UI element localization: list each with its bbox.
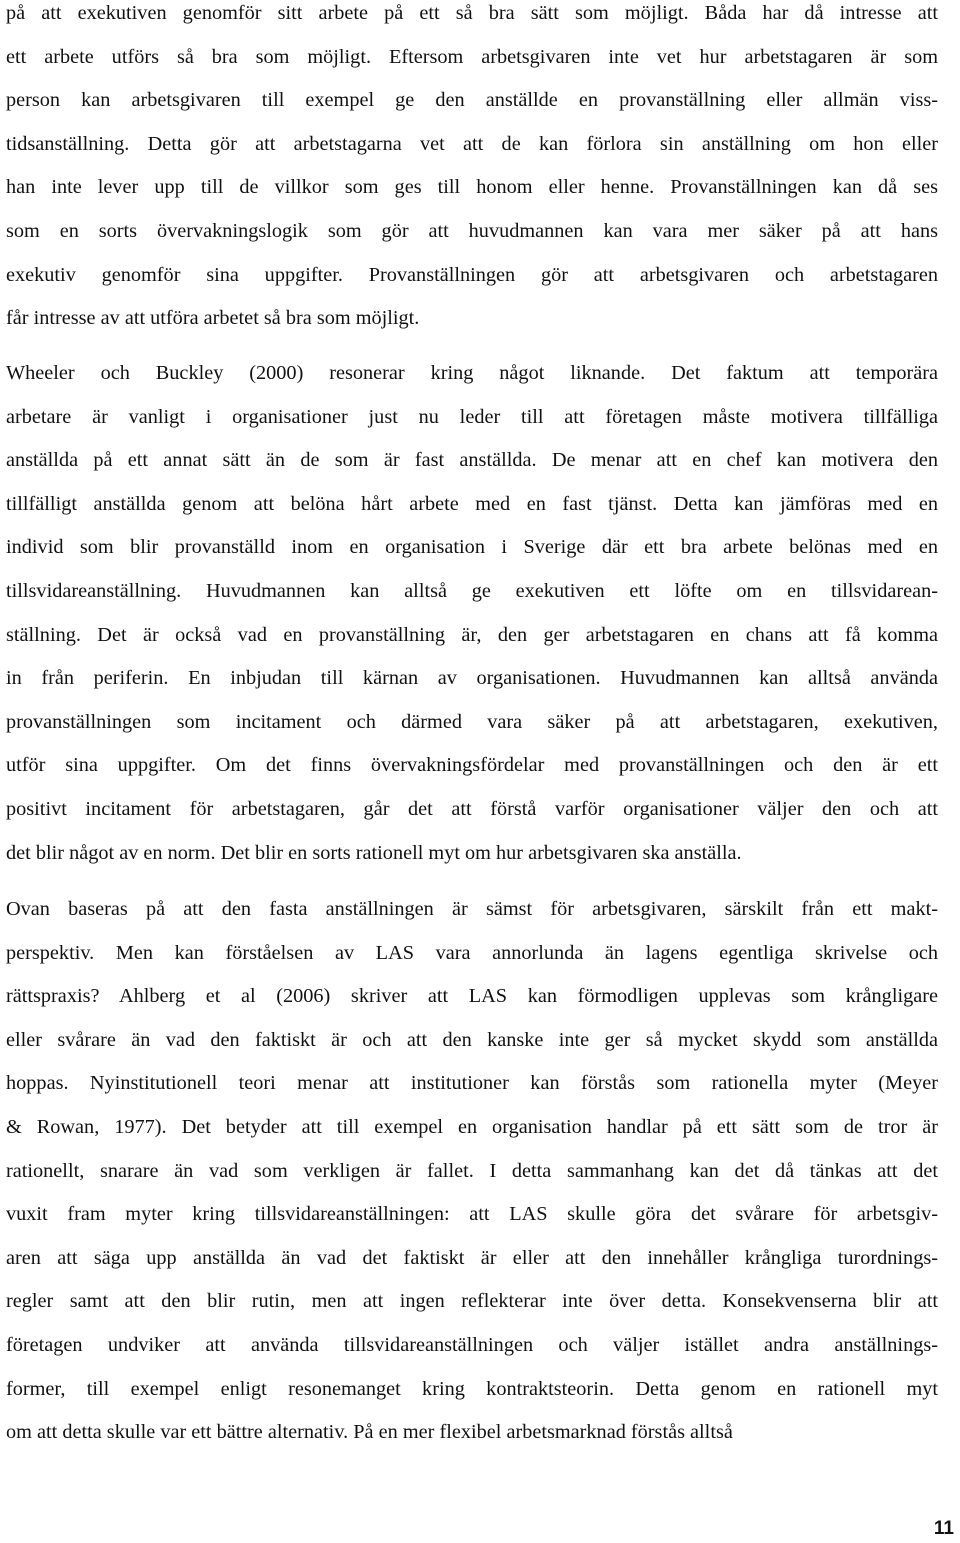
text-line: tillfälligt anställda genom att belöna hårt arbete med en fast tjänst. Detta kan jämföras med en: [6, 492, 938, 515]
text-line: rättspraxis? Ahlberg et al (2006) skriver att LAS kan förmodligen upplevas som krångligare: [6, 985, 938, 1008]
text-line: hoppas. Nyinstitutionell teori menar att institutioner kan förstås som rationella myter (Meyer: [6, 1072, 938, 1095]
text-line: regler samt att den blir rutin, men att ingen reflekterar inte över detta. Konsekvenserna blir att: [6, 1290, 938, 1313]
text-line: det blir något av en norm. Det blir en sorts rationell myt om hur arbetsgivaren ska anställa.: [6, 841, 742, 864]
text-line: på att exekutiven genomför sitt arbete på ett så bra sätt som möjligt. Båda har då intresse att: [6, 2, 938, 24]
text-line: individ som blir provanställd inom en organisation i Sverige där ett bra arbete belönas med en: [6, 536, 938, 559]
text-line: Wheeler och Buckley (2000) resonerar kring något liknande. Det faktum att temporära: [6, 362, 938, 384]
text-line: perspektiv. Men kan förståelsen av LAS vara annorlunda än lagens egentliga skrivelse och: [6, 941, 938, 964]
text-line: får intresse av att utföra arbetet så bra som möjligt.: [6, 307, 420, 330]
text-line: företagen undviker att använda tillsvidareanställningen och väljer istället andra anställnings-: [6, 1333, 938, 1356]
text-line: former, till exempel enligt resonemanget kring kontraktsteorin. Detta genom en rationell myt: [6, 1377, 938, 1400]
text-line: ställning. Det är också vad en provanställning är, den ger arbetstagaren en chans att få komma: [6, 623, 938, 646]
text-line: provanställningen som incitament och därmed vara säker på att arbetstagaren, exekutiven,: [6, 710, 938, 733]
text-line: & Rowan, 1977). Det betyder att till exempel en organisation handlar på ett sätt som de tror är: [6, 1115, 938, 1138]
paragraph-1: [6, 0, 938, 341]
text-line: in från periferin. En inbjudan till kärnan av organisationen. Huvudmannen kan alltså använda: [6, 667, 938, 690]
text-line: om att detta skulle var ett bättre alternativ. På en mer flexibel arbetsmarknad förstås alltså: [6, 1421, 733, 1444]
paragraph-3: [6, 888, 938, 1455]
paragraph-2: [6, 352, 938, 875]
text-line: aren att säga upp anställda än vad det faktiskt är eller att den innehåller krångliga turordnings-: [6, 1246, 938, 1269]
text-line: utför sina uppgifter. Om det finns övervakningsfördelar med provanställningen och den är ett: [6, 754, 938, 777]
text-line: tidsanställning. Detta gör att arbetstagarna vet att de kan förlora sin anställning om hon eller: [6, 132, 938, 155]
text-line: positivt incitament för arbetstagaren, går det att förstå varför organisationer väljer den och att: [6, 797, 938, 820]
text-line: tillsvidareanställning. Huvudmannen kan alltså ge exekutiven ett löfte om en tillsvidarean-: [6, 579, 938, 602]
text-line: rationellt, snarare än vad som verkligen är fallet. I detta sammanhang kan det då tänkas att det: [6, 1159, 938, 1182]
text-line: exekutiv genomför sina uppgifter. Provanställningen gör att arbetsgivaren och arbetstagaren: [6, 263, 938, 286]
text-line: Ovan baseras på att den fasta anställningen är sämst för arbetsgivaren, särskilt från ett makt-: [6, 898, 938, 920]
text-line: anställda på ett annat sätt än de som är fast anställda. De menar att en chef kan motivera den: [6, 449, 938, 472]
text-line: arbetare är vanligt i organisationer just nu leder till att företagen måste motivera tillfälliga: [6, 405, 938, 428]
text-line: ett arbete utförs så bra som möjligt. Eftersom arbetsgivaren inte vet hur arbetstagaren är som: [6, 45, 938, 68]
text-line: vuxit fram myter kring tillsvidareanställningen: att LAS skulle göra det svårare för arbetsgiv-: [6, 1203, 938, 1226]
page-number: 11: [933, 1518, 954, 1539]
text-line: som en sorts övervakningslogik som gör att huvudmannen kan vara mer säker på att hans: [6, 219, 938, 242]
text-line: han inte lever upp till de villkor som ges till honom eller henne. Provanställningen kan då ses: [6, 176, 938, 199]
text-line: eller svårare än vad den faktiskt är och att den kanske inte ger så mycket skydd som anställda: [6, 1028, 938, 1051]
text-line: person kan arbetsgivaren till exempel ge den anställde en provanställning eller allmän viss-: [6, 89, 938, 112]
